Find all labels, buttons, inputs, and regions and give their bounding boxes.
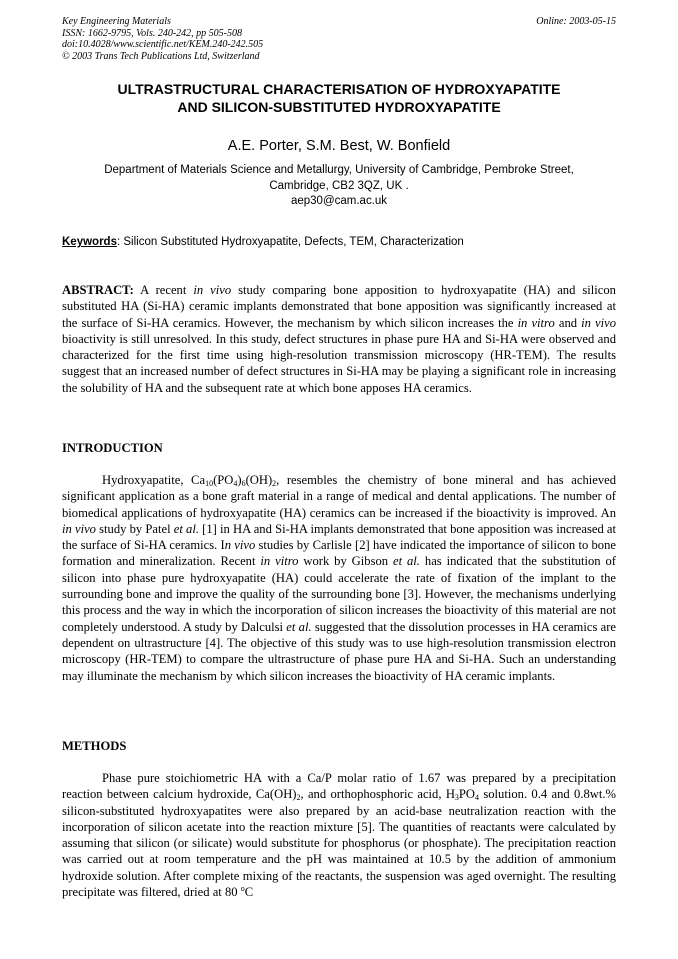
methods-text: Phase pure stoichiometric HA with a Ca/P molar ratio of 1.67 was prepared by a precipitation reaction between calcium hydroxide, Ca(OH) xyxy=(62,771,616,802)
intro-text: work by Gibson xyxy=(298,554,393,569)
methods-text: PO xyxy=(458,787,476,802)
intro-text: [1] in HA and Si-HA implants demonstrated that bone apposition was increased at the surface of Si-HA ceramics. I xyxy=(62,521,617,553)
intro-subscript: 6 xyxy=(241,479,246,488)
intro-italic: in vivo xyxy=(62,521,96,536)
affiliation-line-1: Department of Materials Science and Metallurgy, University of Cambridge, Pembroke Street, xyxy=(104,164,574,176)
author-email: aep30@cam.ac.uk xyxy=(290,195,388,207)
intro-text: Hydroxyapatite, Ca xyxy=(102,473,206,487)
journal-name: Key Engineering Materials xyxy=(62,16,171,27)
title-line-1: ULTRASTRUCTURAL CHARACTERISATION OF HYDROXYAPATITE xyxy=(117,81,561,97)
doi-line: doi:10.4028/www.scientific.net/KEM.240-242.505 xyxy=(62,39,264,50)
abstract-text: study comparing bone apposition to hydroxyapatite (HA) and silicon substituted HA (Si-HA) ceramic implants demonstrated that bone apposition was significantly increased at the surface of Si-HA ceramics. However, the mechanism by which silicon increases the xyxy=(62,283,616,330)
intro-text: (PO xyxy=(213,473,234,487)
methods-subscript: 3 xyxy=(454,793,459,803)
introduction-heading: INTRODUCTION xyxy=(62,441,163,455)
methods-paragraph xyxy=(62,770,616,900)
intro-subscript: 2 xyxy=(272,479,277,488)
methods-superscript: o xyxy=(240,884,245,894)
methods-text: C xyxy=(244,885,254,900)
methods-subscript: 2 xyxy=(296,793,301,803)
keywords-text: Silicon Substituted Hydroxyapatite, Defects, TEM, Characterization xyxy=(123,236,464,248)
methods-heading: METHODS xyxy=(62,739,127,753)
keywords xyxy=(62,235,616,250)
affiliation-line-2: Cambridge, CB2 3QZ, UK . xyxy=(269,179,409,192)
intro-text: has indicated that the substitution of silicon into phase pure hydroxyapatite (HA) could accelerate the rate of fixation of the implant to the surrounding bone and improve the quality of the surrounding bone [3]. However, the mechanisms underlying this process and the way in which the incorporation of silicon increases the bioactivity of this material are not completely understood. A study by Dalculsi xyxy=(62,554,616,634)
intro-italic: n vivo xyxy=(224,538,256,553)
intro-subscript: 4 xyxy=(233,479,238,488)
intro-text: ) xyxy=(237,473,242,487)
intro-subscript: 10 xyxy=(205,479,214,488)
abstract-text: bioactivity is still unresolved. In this study, defect structures in phase pure HA and Si-HA were observed and characterized for the first time using high-resolution transmission microscopy (HR-TEM). The results suggest that an increased number of defect structures in Si-HA may be playing a significant role in increasing the solubility of HA and the subsequent rate at which bone apposes HA ceramics. xyxy=(62,331,616,395)
intro-text: suggested that the dissolution processes in HA ceramics are dependent on ultrastructure [4]. The objective of this study was to use high-resolution transmission electron microscopy (HR-TEM) to compare the ultrastructure of phase pure HA and Si-HA. Such an understanding may illuminate the mechanism by which silicon increases the bioactivity of HA ceramic implants. xyxy=(62,619,616,683)
keywords-colon: : xyxy=(116,236,124,248)
intro-text: (OH) xyxy=(245,473,273,487)
author-list: A.E. Porter, S.M. Best, W. Bonfield xyxy=(227,138,451,154)
introduction-paragraph xyxy=(62,472,616,684)
intro-italic: in vitro xyxy=(260,554,299,569)
title-line-2: AND SILICON-SUBSTITUTED HYDROXYAPATITE xyxy=(177,99,501,115)
copyright-line: © 2003 Trans Tech Publications Ltd, Switzerland xyxy=(62,50,260,62)
intro-text: , resembles the chemistry of bone mineral and has achieved significant application as a bone graft material in a range of medical and dental applications. The number of biomedical applications of hydroxyapatite (HA) ceramics can be increased if the bioactivity is improved. An xyxy=(62,473,617,520)
abstract-text: and xyxy=(554,315,582,330)
intro-italic: et al. xyxy=(173,521,199,536)
abstract-italic: in vivo xyxy=(581,315,617,330)
abstract-italic: in vitro xyxy=(517,315,555,330)
intro-text: study by Patel xyxy=(95,521,174,536)
intro-italic: et al. xyxy=(393,554,420,569)
keywords-label: Keywords xyxy=(62,236,117,248)
abstract-label: ABSTRACT: xyxy=(62,283,134,297)
affiliation xyxy=(62,163,616,210)
abstract xyxy=(62,282,616,396)
abstract-italic: in vivo xyxy=(193,283,232,297)
online-date: Online: 2003-05-15 xyxy=(536,16,616,27)
methods-subscript: 4 xyxy=(475,793,480,803)
methods-text: , and orthophosphoric acid, H xyxy=(300,787,455,802)
methods-text: solution. 0.4 and 0.8wt.% silicon-substituted hydroxyapatites were also prepared by an acid-base neutralization reaction with the incorporation of silicon acetate into the reaction mixture [5]. The quantities of reactants were calculated by assuming that silicon (or silicate) would substitute for phosphorus (or phosphate). The precipitation reaction was carried out at room temperature and the pH was maintained at 10.5 by the addition of ammonium hydroxide solution. After complete mixing of the reactants, the suspension was aged overnight. The resulting precipitate was filtered, dried at 80 xyxy=(62,787,616,900)
intro-italic: et al. xyxy=(286,619,312,634)
paper-title xyxy=(62,80,616,116)
abstract-text: A recent xyxy=(133,283,194,297)
journal-header xyxy=(62,16,616,62)
issn-line: ISSN: 1662-9795, Vols. 240-242, pp 505-508 xyxy=(62,27,242,39)
intro-text: studies by Carlisle [2] have indicated the importance of silicon to bone formation and mineralization. Recent xyxy=(62,538,616,569)
